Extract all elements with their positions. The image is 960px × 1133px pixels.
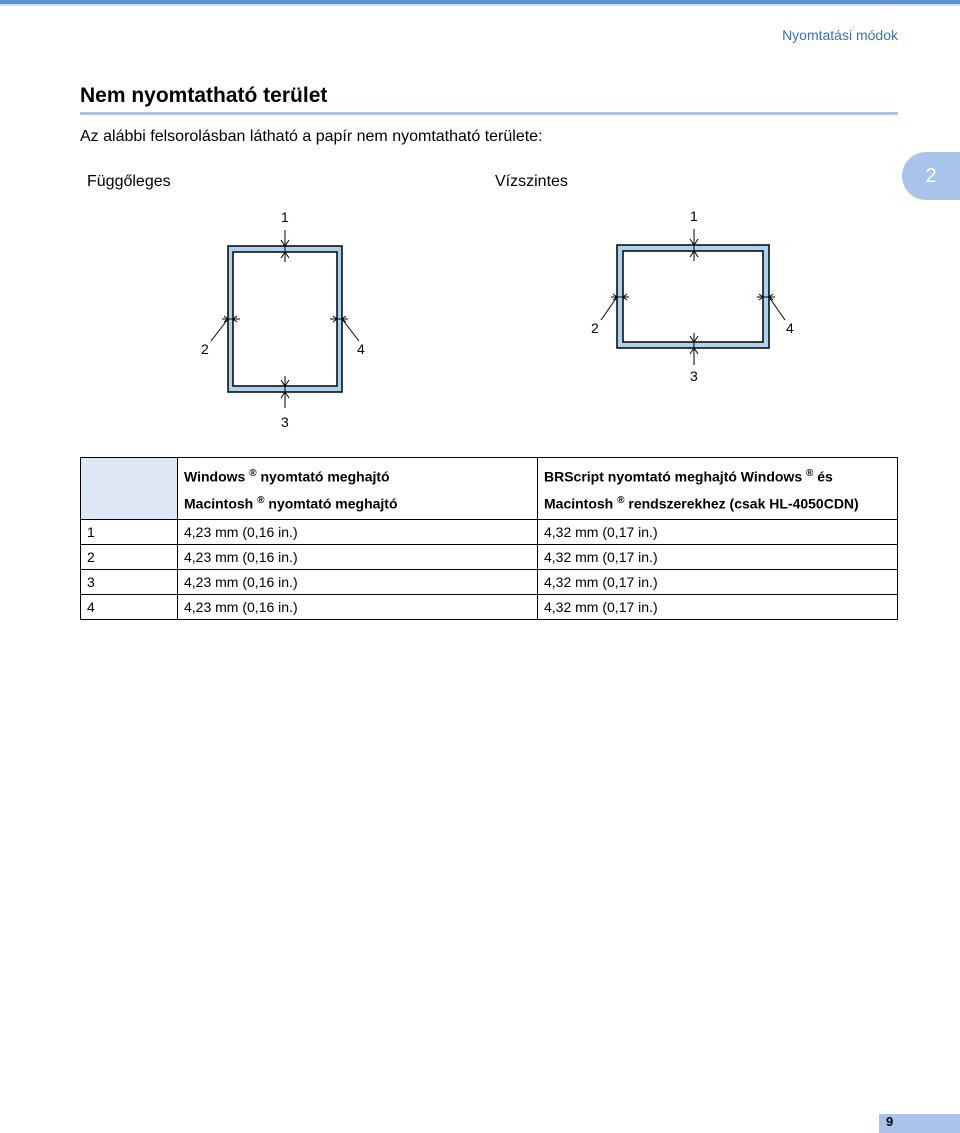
registered-mark: ® — [806, 468, 814, 479]
table-header-col2 — [538, 458, 898, 520]
row-value-windows: 4,23 mm (0,16 in.) — [178, 545, 538, 570]
table-header-col1 — [178, 458, 538, 520]
col1-line2: Macintosh — [184, 495, 254, 512]
portrait-mark-left: 2 — [201, 341, 209, 357]
row-value-brscript: 4,32 mm (0,17 in.) — [538, 570, 898, 595]
col1-line1-rest: nyomtató meghajtó — [260, 468, 390, 485]
portrait-mark-top: 1 — [281, 209, 289, 225]
row-id: 4 — [81, 595, 178, 620]
page-title: Nem nyomtatható terület — [80, 84, 328, 107]
table-header-row — [81, 458, 898, 520]
portrait-mark-bottom: 3 — [281, 414, 289, 430]
row-id: 2 — [81, 545, 178, 570]
margin-table — [80, 457, 898, 620]
row-value-windows: 4,23 mm (0,16 in.) — [178, 595, 538, 620]
landscape-printable-area — [623, 251, 763, 342]
col1-line1: Windows — [184, 468, 246, 485]
row-id: 1 — [81, 520, 178, 545]
col2-line1: BRScript nyomtató meghajtó Windows — [544, 468, 803, 485]
row-value-brscript: 4,32 mm (0,17 in.) — [538, 595, 898, 620]
landscape-mark-left: 2 — [591, 320, 599, 336]
margin-diagrams — [0, 0, 960, 450]
row-value-brscript: 4,32 mm (0,17 in.) — [538, 545, 898, 570]
table-row — [81, 595, 898, 620]
landscape-mark-right: 4 — [786, 320, 794, 336]
landscape-label: Vízszintes — [495, 173, 568, 190]
landscape-mark-bottom: 3 — [690, 368, 698, 384]
row-id: 3 — [81, 570, 178, 595]
table-row — [81, 570, 898, 595]
chapter-tab[interactable]: 2 — [902, 152, 960, 200]
landscape-mark-top: 1 — [690, 208, 698, 224]
page-number: 9 — [886, 1114, 894, 1129]
portrait-mark-right: 4 — [357, 341, 365, 357]
portrait-diagram — [201, 209, 365, 430]
col2-line2-rest: rendszerekhez (csak HL-4050CDN) — [628, 495, 859, 512]
section-header: Nyomtatási módok — [782, 27, 898, 43]
col1-line2-rest: nyomtató meghajtó — [268, 495, 398, 512]
row-value-windows: 4,23 mm (0,16 in.) — [178, 520, 538, 545]
portrait-label: Függőleges — [87, 173, 171, 190]
table-row — [81, 545, 898, 570]
table-header-blank — [81, 458, 178, 520]
table-row — [81, 520, 898, 545]
row-value-brscript: 4,32 mm (0,17 in.) — [538, 520, 898, 545]
registered-mark: ® — [249, 468, 257, 479]
registered-mark: ® — [617, 494, 625, 506]
intro-text: Az alábbi felsorolásban látható a papír nem nyomtatható területe: — [80, 128, 543, 145]
col2-line2: Macintosh — [544, 495, 614, 512]
col2-line1-rest: és — [817, 468, 833, 485]
row-value-windows: 4,23 mm (0,16 in.) — [178, 570, 538, 595]
portrait-printable-area — [233, 252, 337, 386]
landscape-diagram — [591, 208, 794, 384]
registered-mark: ® — [257, 494, 265, 506]
